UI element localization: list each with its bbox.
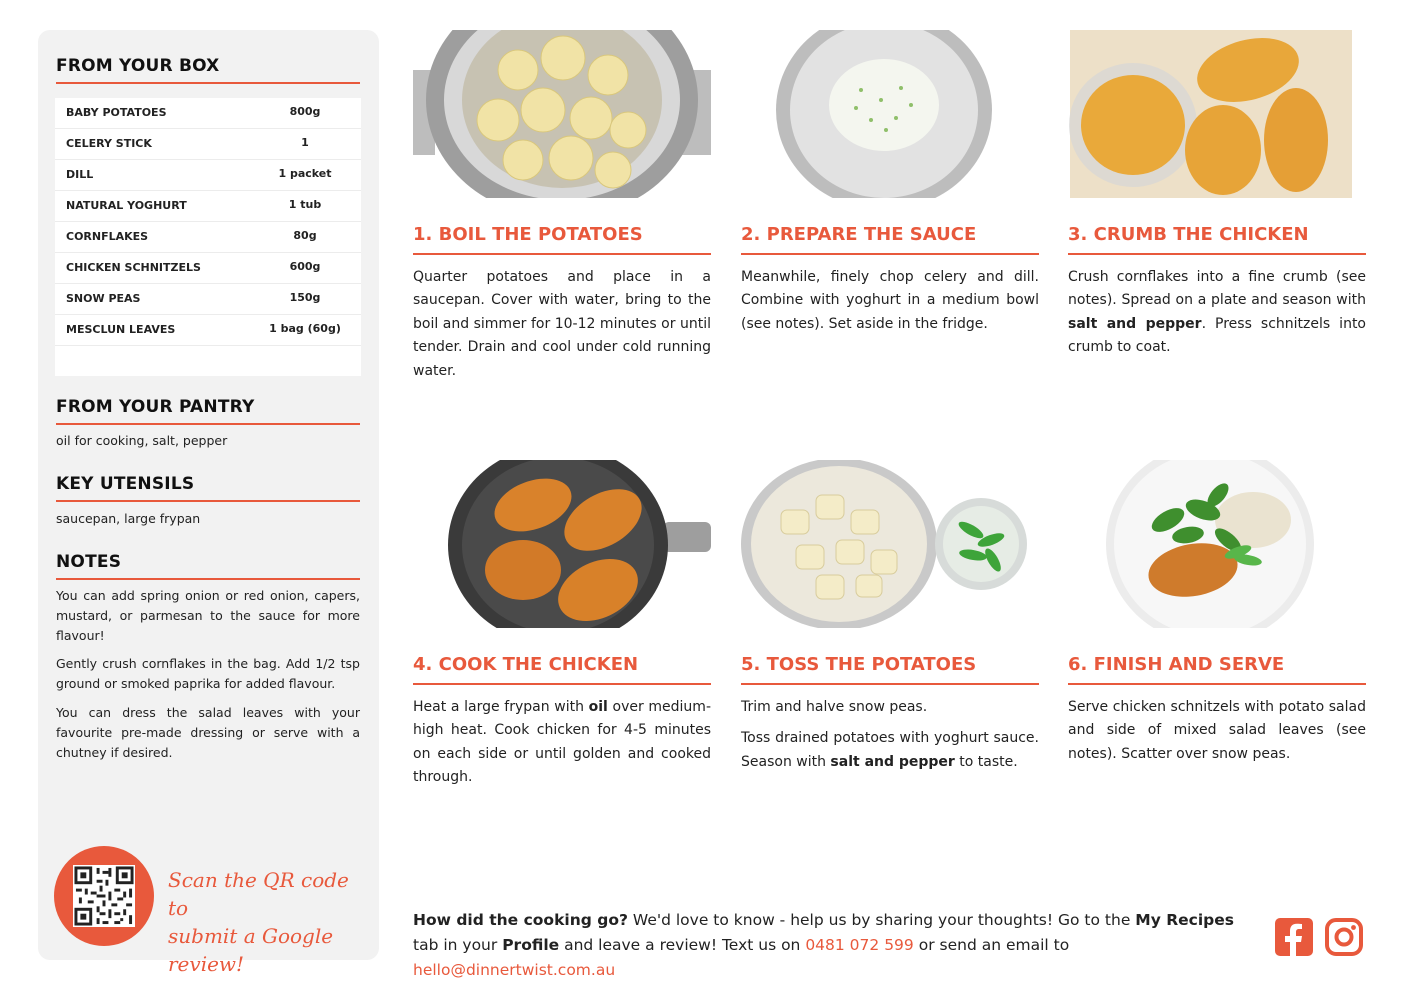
ingredients-sidebar [38, 30, 379, 976]
step-3-text-a: Crush cornflakes into a fine crumb (see notes). Spread on a plate and season with [1068, 269, 1366, 309]
pantry-title-rule [56, 423, 360, 425]
step-3-title: 3. CRUMB THE CHICKEN [1068, 224, 1309, 245]
footer-profile: Profile [502, 936, 560, 954]
step-5-rule [741, 683, 1039, 685]
utensils-text: saucepan, large frypan [56, 511, 201, 526]
step-5-text [741, 696, 1039, 782]
ingredient-name: BABY POTATOES [66, 106, 167, 119]
step-3-text-c: . Press schnitzels into crumb to coat. [1068, 315, 1366, 356]
qr-code-icon[interactable] [73, 865, 135, 927]
step-1-photo [413, 30, 711, 198]
step-4-text-c: over medium-high heat. Cook chicken for 4-5 minutes on each side or until golden and cooked through. [413, 699, 711, 786]
key-utensils-title: KEY UTENSILS [56, 474, 195, 494]
ingredient-row [55, 222, 361, 253]
ingredient-qty: 1 tub [288, 198, 322, 211]
step-2-rule [741, 253, 1039, 255]
step-4-photo [413, 460, 711, 628]
ingredient-name: CELERY STICK [66, 137, 152, 150]
step-4-text [413, 696, 711, 798]
step-5-photo [741, 460, 1039, 628]
ingredients-table [55, 98, 361, 376]
step-4-text-bold: oil [588, 699, 608, 715]
notes-title: NOTES [56, 552, 122, 572]
footer-email-link[interactable]: hello@dinnertwist.com.au [413, 961, 616, 979]
step-2-paragraph: Meanwhile, finely chop celery and dill. Combine with yoghurt in a medium bowl (see notes). Set aside in the fridge. [741, 269, 1039, 332]
ingredient-row [55, 315, 361, 346]
footer-text-2: tab in your [413, 936, 503, 954]
qr-caption-line1: Scan the QR code to [168, 868, 349, 920]
qr-caption [168, 866, 368, 978]
step-5-paragraph-1: Trim and halve snow peas. [741, 699, 928, 715]
from-your-pantry-title: FROM YOUR PANTRY [56, 397, 255, 417]
step-4-text-a: Heat a large frypan with [413, 699, 589, 715]
from-your-box-title: FROM YOUR BOX [56, 56, 220, 76]
step-6-paragraph: Serve chicken schnitzels with potato salad and side of mixed salad leaves (see notes). Scatter over snow peas. [1068, 699, 1366, 762]
ingredient-name: DILL [66, 168, 94, 181]
step-1-title: 1. BOIL THE POTATOES [413, 224, 643, 245]
pantry-text: oil for cooking, salt, pepper [56, 433, 228, 448]
ingredient-name: CORNFLAKES [66, 230, 149, 243]
ingredient-row [55, 253, 361, 284]
ingredient-qty: 80g [293, 229, 317, 242]
ingredient-qty: 1 [301, 136, 309, 149]
step-6-rule [1068, 683, 1366, 685]
note-item: You can add spring onion or red onion, capers, mustard, or parmesan to the sauce for more flavour! [56, 588, 360, 643]
step-4-rule [413, 683, 711, 685]
box-title-rule [56, 82, 360, 84]
step-2-text [741, 266, 1039, 344]
step-3-rule [1068, 253, 1366, 255]
ingredient-qty: 150g [289, 291, 321, 304]
step-2-photo [741, 30, 1039, 198]
note-item: Gently crush cornflakes in the bag. Add 1/2 tsp ground or smoked paprika for added flavour. [56, 656, 360, 691]
ingredient-row [55, 160, 361, 191]
ingredient-qty: 600g [289, 260, 321, 273]
step-5-text-c: to taste. [954, 753, 1018, 770]
ingredient-row [55, 284, 361, 315]
ingredient-name: CHICKEN SCHNITZELS [66, 261, 201, 274]
footer-text-4: or send an email to [913, 936, 1070, 954]
footer-phone-link[interactable]: 0481 072 599 [805, 936, 914, 954]
ingredient-row [55, 98, 361, 129]
ingredient-qty: 1 bag (60g) [269, 322, 341, 335]
facebook-icon[interactable] [1275, 918, 1313, 956]
instagram-icon[interactable] [1325, 918, 1363, 956]
step-3-paragraph [1068, 266, 1366, 360]
ingredient-name: MESCLUN LEAVES [66, 323, 176, 336]
ingredient-row [55, 191, 361, 222]
step-4-paragraph [413, 696, 711, 790]
footer-text-3: and leave a review! Text us on [559, 936, 806, 954]
step-5-paragraph-2 [741, 727, 1039, 774]
review-footer [413, 908, 1253, 983]
step-1-rule [413, 253, 711, 255]
ingredient-qty: 800g [289, 105, 321, 118]
step-6-text [1068, 696, 1366, 774]
step-5-text-a: Toss drained potatoes with yoghurt sauce. Season with [741, 730, 1039, 770]
step-4-title: 4. COOK THE CHICKEN [413, 654, 639, 675]
step-5-text-bold: salt and pepper [830, 753, 955, 770]
qr-caption-line2: submit a Google review! [168, 924, 334, 976]
ingredient-row [55, 129, 361, 160]
ingredient-name: SNOW PEAS [66, 292, 141, 305]
step-5-title: 5. TOSS THE POTATOES [741, 654, 977, 675]
ingredient-qty: 1 packet [278, 167, 332, 180]
step-6-photo [1068, 460, 1366, 628]
step-3-text [1068, 266, 1366, 368]
step-3-photo [1068, 30, 1366, 198]
footer-my-recipes: My Recipes [1135, 911, 1234, 929]
footer-text-1: We'd love to know - help us by sharing your thoughts! Go to the [627, 911, 1136, 929]
note-item: You can dress the salad leaves with your favourite pre-made dressing or serve with a chutney if desired. [56, 705, 360, 760]
step-3-text-bold: salt and pepper [1068, 315, 1202, 332]
notes-title-rule [56, 578, 360, 580]
step-1-paragraph: Quarter potatoes and place in a saucepan. Cover with water, bring to the boil and simmer for 10-12 minutes or until tender. Drain and cool under cold running water. [413, 269, 711, 379]
step-1-text [413, 266, 711, 391]
footer-question: How did the cooking go? [413, 911, 628, 929]
step-2-title: 2. PREPARE THE SAUCE [741, 224, 977, 245]
utensils-title-rule [56, 500, 360, 502]
ingredient-name: NATURAL YOGHURT [66, 199, 187, 212]
qr-badge[interactable] [54, 846, 154, 946]
step-6-title: 6. FINISH AND SERVE [1068, 654, 1285, 675]
